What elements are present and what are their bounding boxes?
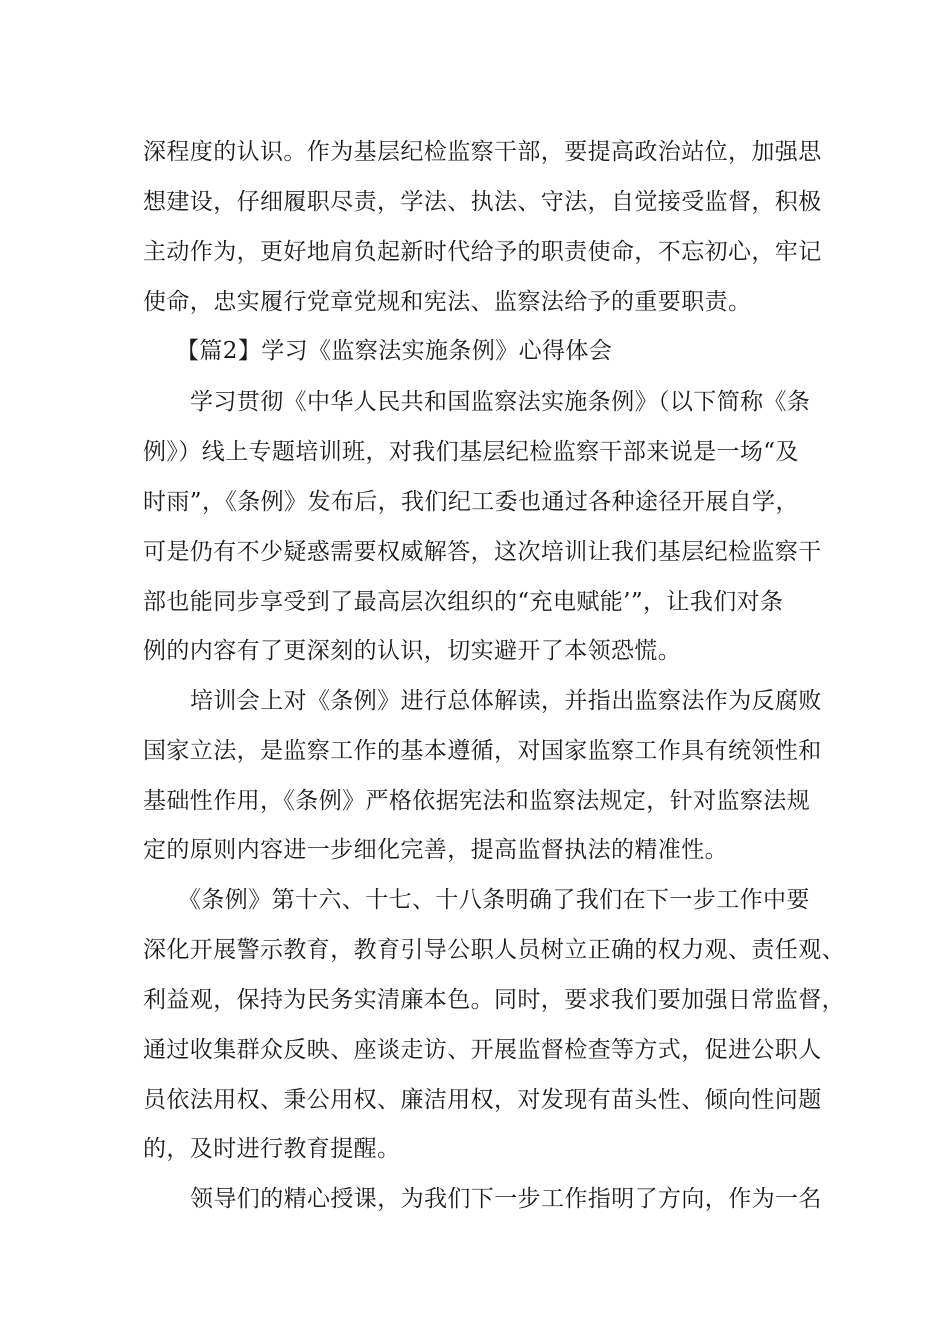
paragraph-2-line-6: 例的内容有了更深刻的认识，切实避开了本领恐慌。 [143, 638, 682, 664]
paragraph-4-line-1: 《条例》第十六、十七、十八条明确了我们在下一步工作中要 [178, 887, 810, 913]
paragraph-1-line-2: 想建设，仔细履职尽责，学法、执法、守法，自觉接受监督，积极 [143, 189, 822, 215]
paragraph-3-line-4: 定的原则内容进一步细化完善，提高监督执法的精准性。 [143, 837, 728, 863]
paragraph-4-line-5: 员依法用权、秉公用权、廉洁用权，对发现有苗头性、倾向性问题 [143, 1087, 822, 1113]
paragraph-4-line-2: 深化开展警示教育，教育引导公职人员树立正确的权力观、责任观、 [143, 937, 845, 963]
paragraph-2-line-1: 学习贯彻《中华人民共和国监察法实施条例》（以下简称《条 [190, 389, 811, 415]
paragraph-2-line-2: 例》）线上专题培训班，对我们基层纪检监察干部来说是一场“及 [143, 439, 799, 465]
paragraph-2-line-4: 可是仍有不少疑惑需要权威解答，这次培训让我们基层纪检监察干 [143, 539, 822, 565]
paragraph-4-line-3: 利益观，保持为民务实清廉本色。同时，要求我们要加强日常监督， [143, 987, 845, 1013]
paragraph-3-line-1: 培训会上对《条例》进行总体解读，并指出监察法作为反腐败 [190, 688, 822, 714]
paragraph-1-line-4: 使命，忠实履行党章党规和宪法、监察法给予的重要职责。 [143, 289, 752, 315]
paragraph-4-line-6: 的，及时进行教育提醒。 [143, 1136, 401, 1162]
paragraph-1-line-1: 深程度的认识。作为基层纪检监察干部，要提高政治站位，加强思 [143, 139, 822, 165]
paragraph-4-line-4: 通过收集群众反映、座谈走访、开展监督检查等方式，促进公职人 [143, 1037, 822, 1063]
paragraph-5-line-1: 领导们的精心授课，为我们下一步工作指明了方向，作为一名 [190, 1186, 822, 1212]
paragraph-3-line-2: 国家立法，是监察工作的基本遵循，对国家监察工作具有统领性和 [143, 738, 822, 764]
paragraph-1-line-3: 主动作为，更好地肩负起新时代给予的职责使命，不忘初心，牢记 [143, 239, 822, 265]
paragraph-3-line-3: 基础性作用，《条例》严格依据宪法和监察法规定，针对监察法规 [143, 788, 811, 814]
section-heading: 【篇2】学习《监察法实施条例》心得体会 [176, 338, 613, 364]
paragraph-2-line-3: 时雨”，《条例》发布后，我们纪工委也通过各种途径开展自学， [143, 489, 799, 515]
paragraph-2-line-5: 部也能同步享受到了最高层次组织的“充电赋能’”，让我们对条 [143, 589, 784, 615]
